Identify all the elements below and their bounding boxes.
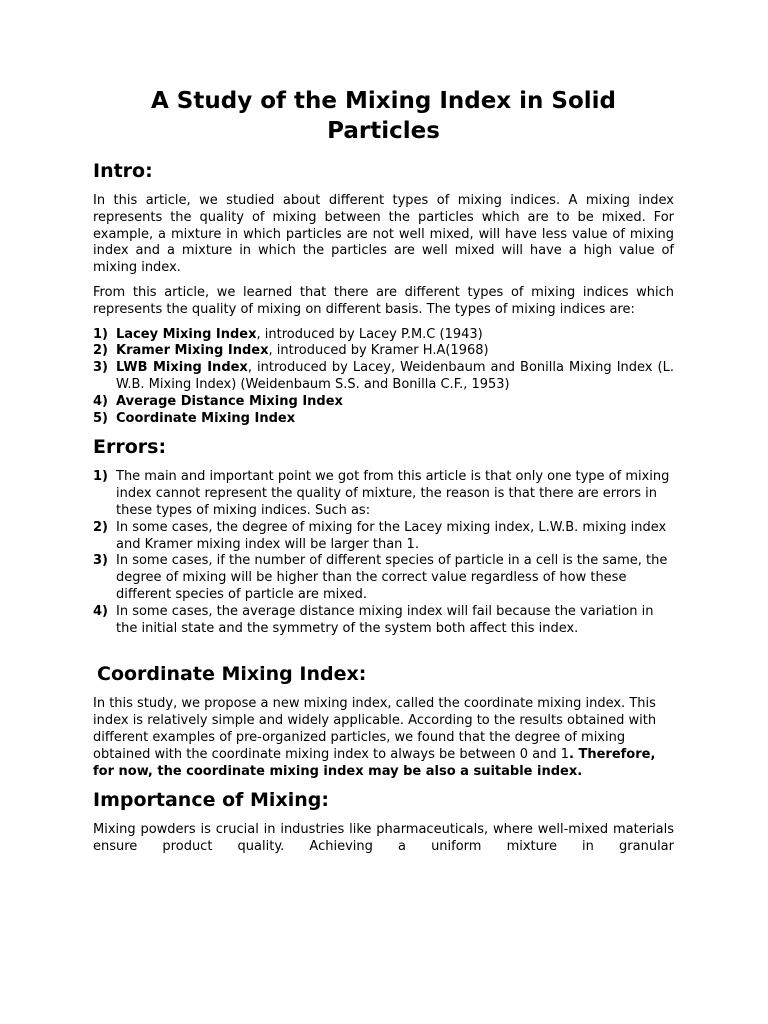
errors-list — [93, 469, 674, 637]
list-item: 3) LWB Mixing Index, introduced by Lacey, Weidenbaum and Bonilla Mixing Index (L. W.B. Mixing Index) (Weidenbaum S.S. and Bonilla C.F., 1953) — [93, 360, 675, 392]
list-item: 4) Average Distance Mixing Index — [93, 393, 343, 409]
importance-paragraph: Mixing powders is crucial in industries like pharmaceuticals, where well-mixed materials ensure product quality. Achieving a uniform mixture in granular — [93, 822, 674, 855]
document-content — [93, 86, 674, 856]
coordinate-bold-text: . Therefore, for now, the coordinate mixing index may be also a suitable index. — [93, 746, 656, 779]
list-item: 2) Kramer Mixing Index, introduced by Kramer H.A(1968) — [93, 343, 489, 359]
coordinate-paragraph — [93, 696, 674, 780]
intro-heading: Intro: — [93, 160, 153, 182]
coordinate-heading: Coordinate Mixing Index: — [97, 663, 367, 686]
coordinate-text: In this study, we propose a new mixing index, called the coordinate mixing index. This index is relatively simple and widely applicable. According to the results obtained with different examples of pre-organized particles, we found that the degree of mixing obtained with the coordinate mixing index to always be between 0 and 1 — [93, 696, 657, 762]
list-item: 4) In some cases, the average distance mixing index will fail because the variation in the initial state and the symmetry of the system both affect this index. — [93, 603, 654, 636]
errors-heading: Errors: — [93, 436, 167, 459]
list-item: 5) Coordinate Mixing Index — [93, 410, 296, 426]
list-item: 3) In some cases, if the number of different species of particle in a cell is the same, the degree of mixing will be higher than the correct value regardless of how these different species of particle are mixed. — [93, 553, 668, 602]
list-item: 1) Lacey Mixing Index, introduced by Lacey P.M.C (1943) — [93, 326, 483, 342]
importance-heading: Importance of Mixing: — [93, 789, 329, 812]
intro-paragraph-2: From this article, we learned that there are different types of mixing indices which represents the quality of mixing on different basis. The types of mixing indices are: — [93, 284, 674, 317]
intro-paragraph-1: In this article, we studied about different types of mixing indices. A mixing index represents the quality of mixing between the particles which are to be mixed. For example, a mixture in which particles are not well mixed, will have less value of mixing index and a mixture in which the particles are well mixed will have a high value of mixing index. — [93, 193, 674, 276]
list-item: 1) The main and important point we got from this article is that only one type of mixing index cannot represent the quality of mixture, the reason is that there are errors in these types of mixing indices. Such as: — [93, 469, 670, 518]
document-title: A Study of the Mixing Index in Solid Particles — [150, 88, 617, 144]
mixing-index-types-list — [93, 327, 674, 428]
list-item: 2) In some cases, the degree of mixing for the Lacey mixing index, L.W.B. mixing index and Kramer mixing index will be larger than 1. — [93, 519, 667, 552]
